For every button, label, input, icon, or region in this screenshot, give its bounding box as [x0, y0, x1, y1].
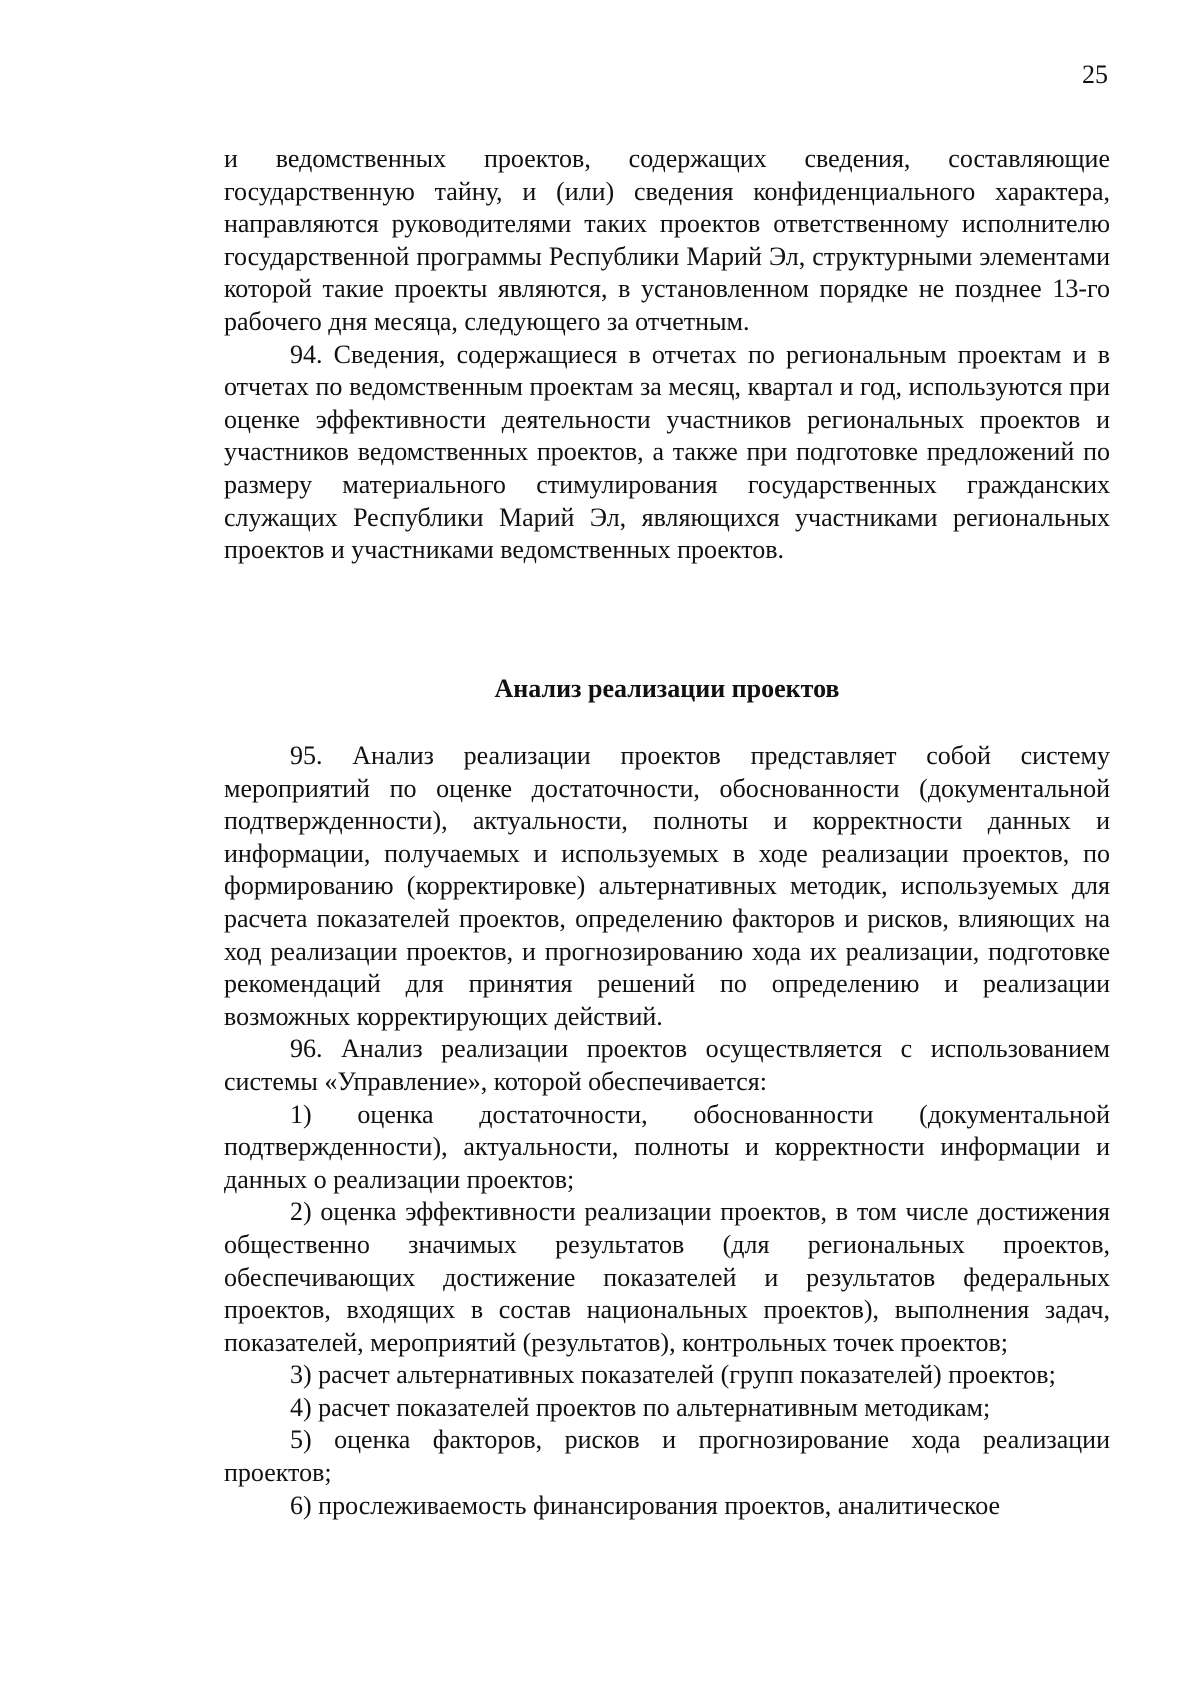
- list-item-3: 3) расчет альтернативных показателей (групп показателей) проектов;: [290, 1360, 1056, 1390]
- text-block-bottom: [224, 740, 1110, 1522]
- list-item-5: 5) оценка факторов, рисков и прогнозирование хода реализации проектов;: [224, 1425, 1110, 1488]
- list-item-6: 6) прослеживаемость финансирования проектов, аналитическое: [290, 1490, 1001, 1520]
- page-number: 25: [1082, 60, 1108, 89]
- section-heading: Анализ реализации проектов: [494, 674, 840, 703]
- list-item-2: 2) оценка эффективности реализации проектов, в том числе достижения общественно значимых результатов (для региональных проектов, обеспечивающих достижение показателей и результатов федеральных проектов, входящих в состав национальных проектов), выполнения задач, показателей, мероприятий (результатов), контрольных точек проектов;: [224, 1197, 1110, 1357]
- paragraph-94: 94. Сведения, содержащиеся в отчетах по региональным проектам и в отчетах по ведомственным проектам за месяц, квартал и год, используются при оценке эффективности деятельности участников региональных проектов и участников ведомственных проектов, а также при подготовке предложений по размеру материального стимулирования государственных гражданских служащих Республики Марий Эл, являющихся участниками региональных проектов и участниками ведомственных проектов.: [224, 339, 1110, 565]
- list-item-1: 1) оценка достаточности, обоснованности (документальной подтвержденности), актуальности, полноты и корректности информации и данных о реализации проектов;: [224, 1099, 1110, 1194]
- paragraph-continuation: и ведомственных проектов, содержащих сведения, составляющие государственную тайну, и (или) сведения конфиденциального характера, направляются руководителями таких проектов ответственному исполнителю государственной программы Республики Марий Эл, структурными элементами которой такие проекты являются, в установленном порядке не позднее 13-го рабочего дня месяца, следующего за отчетным.: [224, 144, 1110, 336]
- paragraph-96: 96. Анализ реализации проектов осуществляется с использованием системы «Управление», которой обеспечивается:: [224, 1034, 1110, 1096]
- list-item-4: 4) расчет показателей проектов по альтернативным методикам;: [290, 1392, 991, 1422]
- text-block-top: [224, 143, 1110, 567]
- paragraph-95: 95. Анализ реализации проектов представляет собой систему мероприятий по оценке достаточности, обоснованности (документальной подтвержденности), актуальности, полноты и корректности данных и информации, получаемых и используемых в ходе реализации проектов, по формированию (корректировке) альтернативных методик, используемых для расчета показателей проектов, определению факторов и рисков, влияющих на ход реализации проектов, и прогнозированию хода их реализации, подготовке рекомендаций для принятия решений по определению и реализации возможных корректирующих действий.: [224, 741, 1110, 1031]
